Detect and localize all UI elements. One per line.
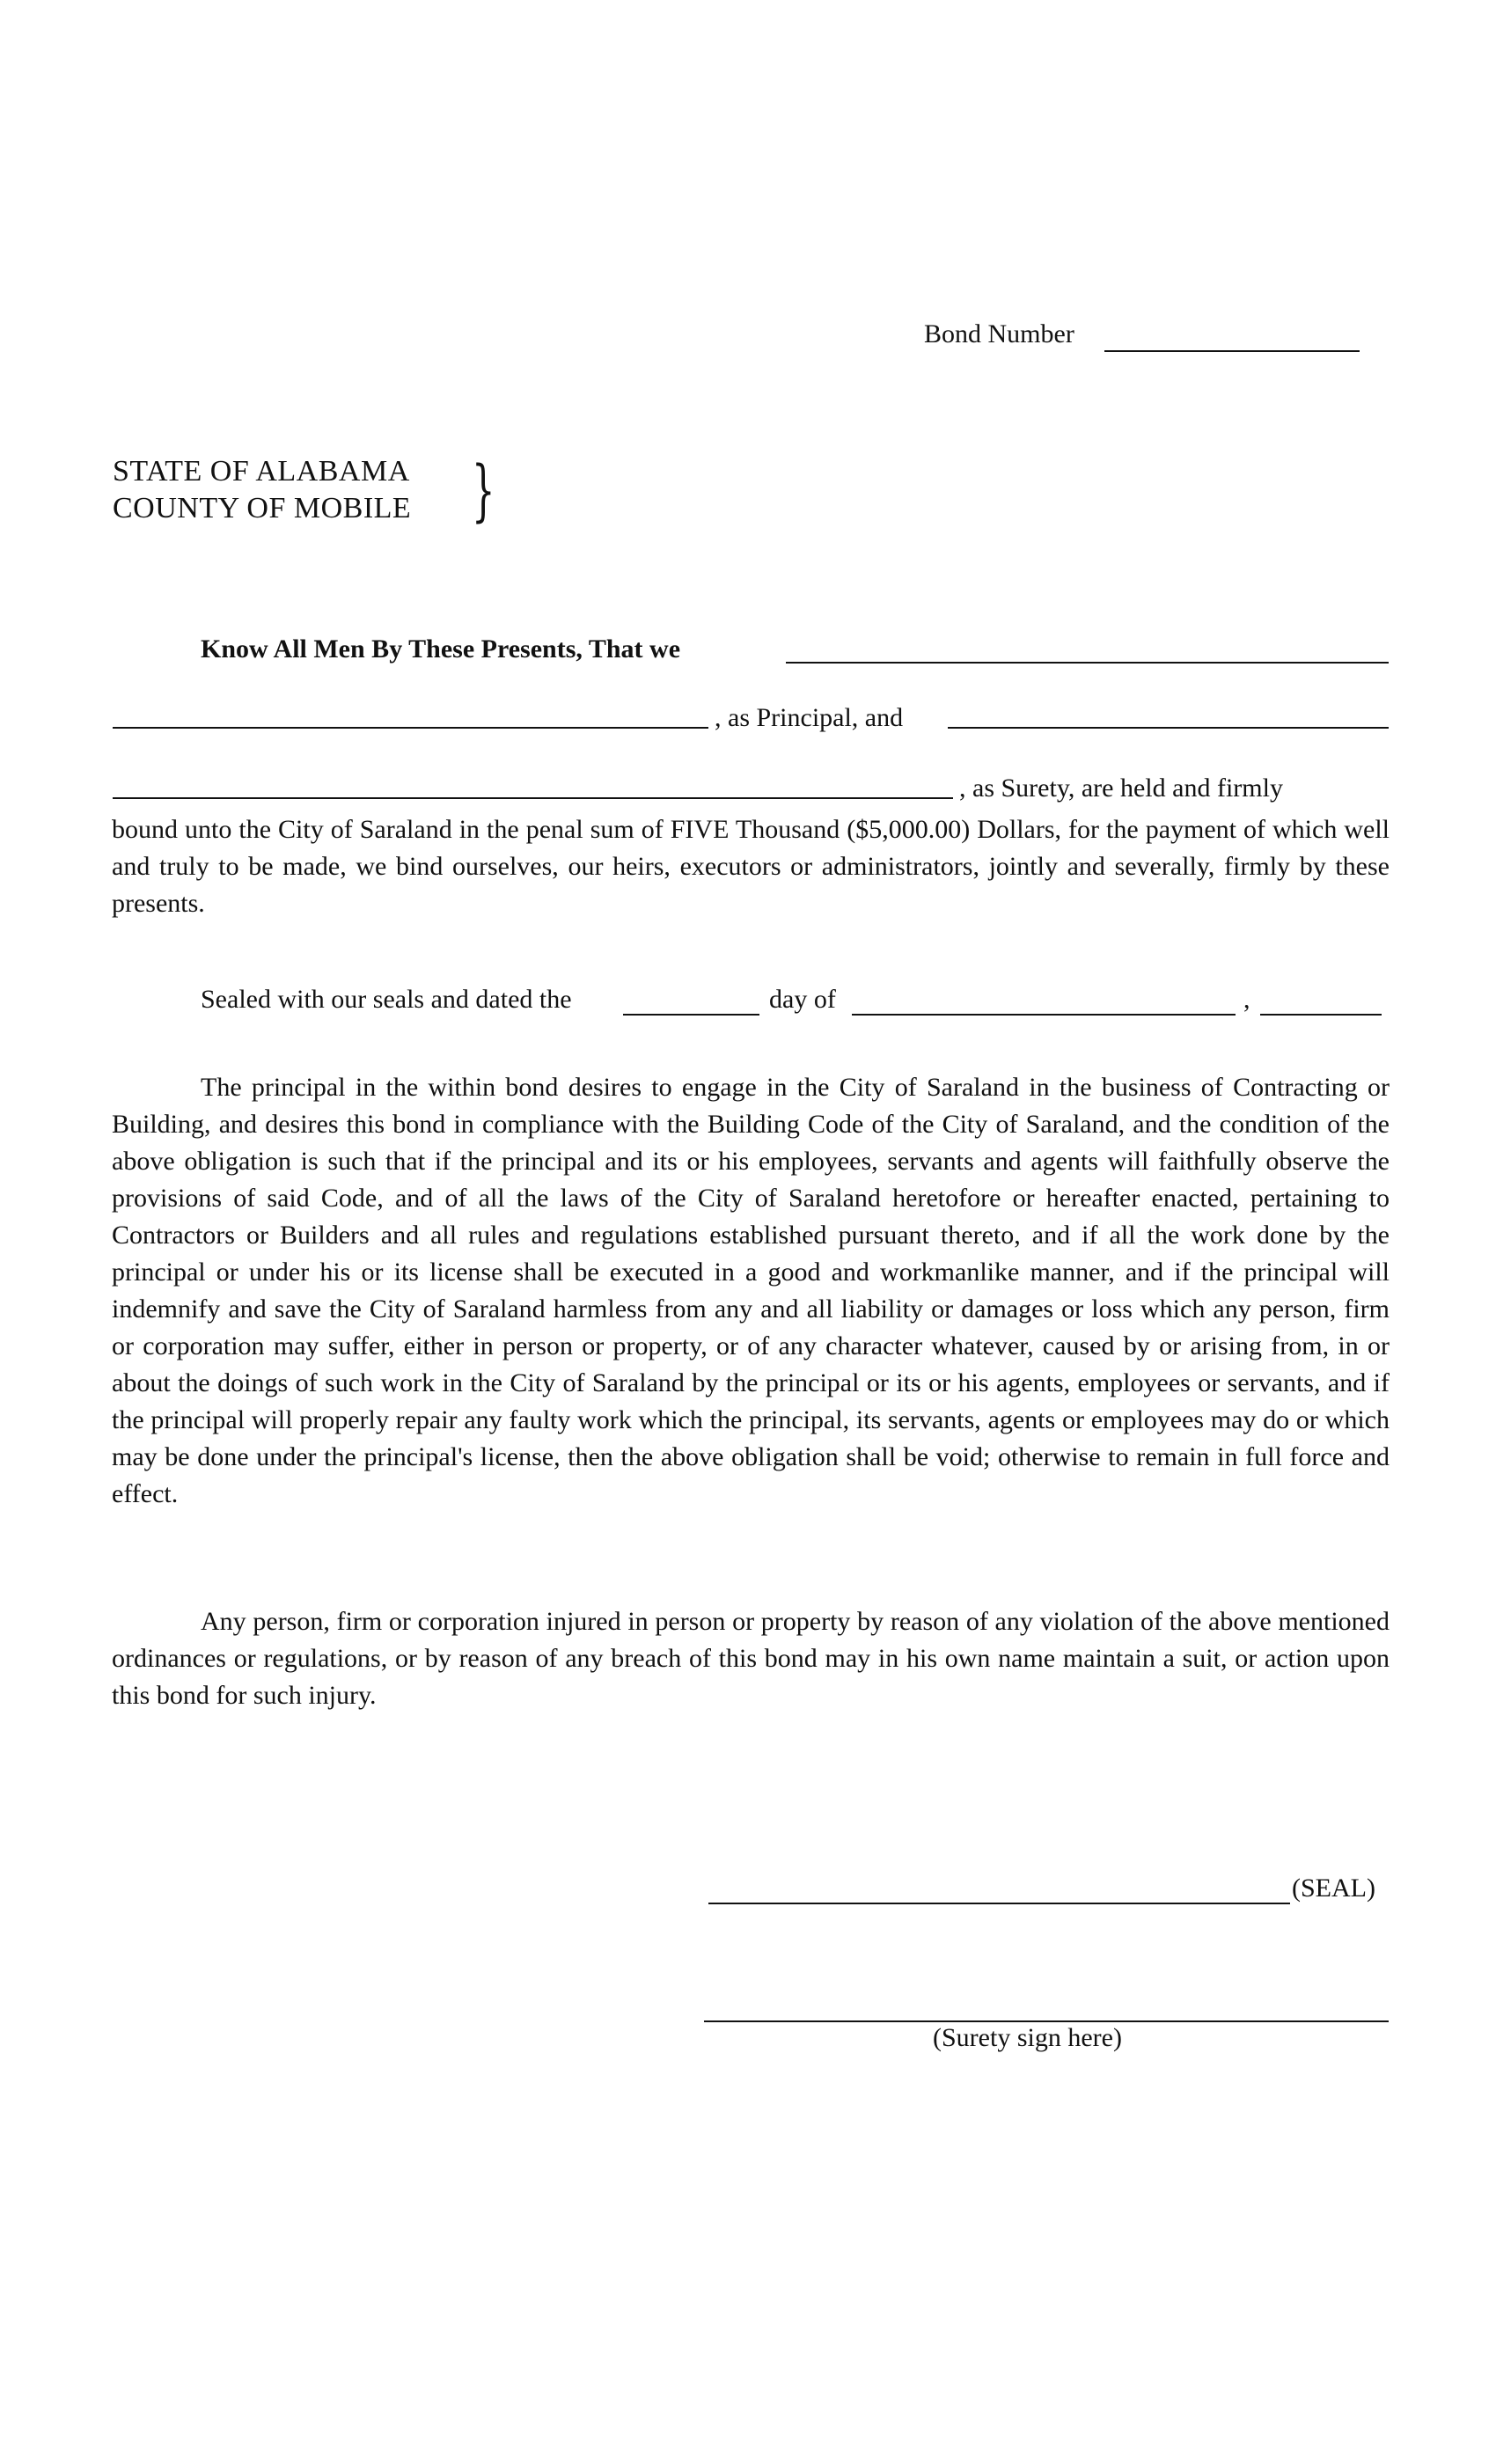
day-field[interactable] [623, 1014, 759, 1016]
seal-label: (SEAL) [1292, 1874, 1375, 1903]
surety-label: , as Surety, are held and firmly [959, 774, 1283, 803]
sealed-label: Sealed with our seals and dated the [201, 985, 572, 1014]
condition-paragraph: The principal in the within bond desires to engage in the City of Saraland in the business of Contracting or Building, and desires this bond in compliance with the Building Code of the City of Saraland, and the condition of the above obligation is such that if the principal and its or his employees, servants and agents will faithfully observe the provisions of said Code, and of all the laws of the City of Saraland heretofore or hereafter enacted, pertaining to Contractors or Builders and all rules and regulations established pursuant thereto, and if all the work done by the principal or under his or its license shall be executed in a good and workmanlike manner, and if the principal will indemnify and save the City of Saraland harmless from any and all liability or damages or loss which any person, firm or corporation may suffer, either in person or property, or of any character whatever, caused by or arising from, in or about the doings of such work in the City of Saraland by the principal or its or his agents, employees or servants, and if the principal will properly repair any faulty work which the principal, its servants, agents or employees may do or which may be done under the principal's license, then the above obligation shall be void; otherwise to remain in full force and effect. [112, 1073, 1390, 1508]
date-comma: , [1243, 985, 1250, 1014]
bond-number-label: Bond Number [924, 319, 1074, 348]
venue-state: STATE OF ALABAMA [113, 455, 410, 488]
bond-number-field[interactable] [1104, 350, 1360, 352]
intro-heading: Know All Men By These Presents, That we [201, 634, 681, 664]
surety-name-field-1[interactable] [948, 727, 1389, 729]
party-name-field[interactable] [786, 662, 1389, 664]
principal-signature-field[interactable] [708, 1903, 1290, 1904]
principal-label: , as Principal, and [715, 703, 904, 732]
month-field[interactable] [852, 1014, 1236, 1016]
venue-brace: } [472, 451, 495, 529]
year-field[interactable] [1260, 1014, 1382, 1016]
principal-name-field[interactable] [113, 727, 708, 729]
venue-county: COUNTY OF MOBILE [113, 492, 412, 524]
bound-paragraph: bound unto the City of Saraland in the penal sum of FIVE Thousand ($5,000.00) Dollars, for the payment of which well and truly to be made, we bind ourselves, our heirs, executors or administrators, jointly and severally, firmly by these presents. [112, 815, 1390, 918]
injury-paragraph: Any person, firm or corporation injured in person or property by reason of any violation of the above mentioned ordinances or regulations, or by reason of any breach of this bond may in his own name maintain a suit, or action upon this bond for such injury. [112, 1607, 1390, 1710]
day-of-label: day of [769, 985, 836, 1014]
surety-name-field-2[interactable] [113, 797, 953, 799]
surety-sign-label: (Surety sign here) [933, 2023, 1122, 2052]
